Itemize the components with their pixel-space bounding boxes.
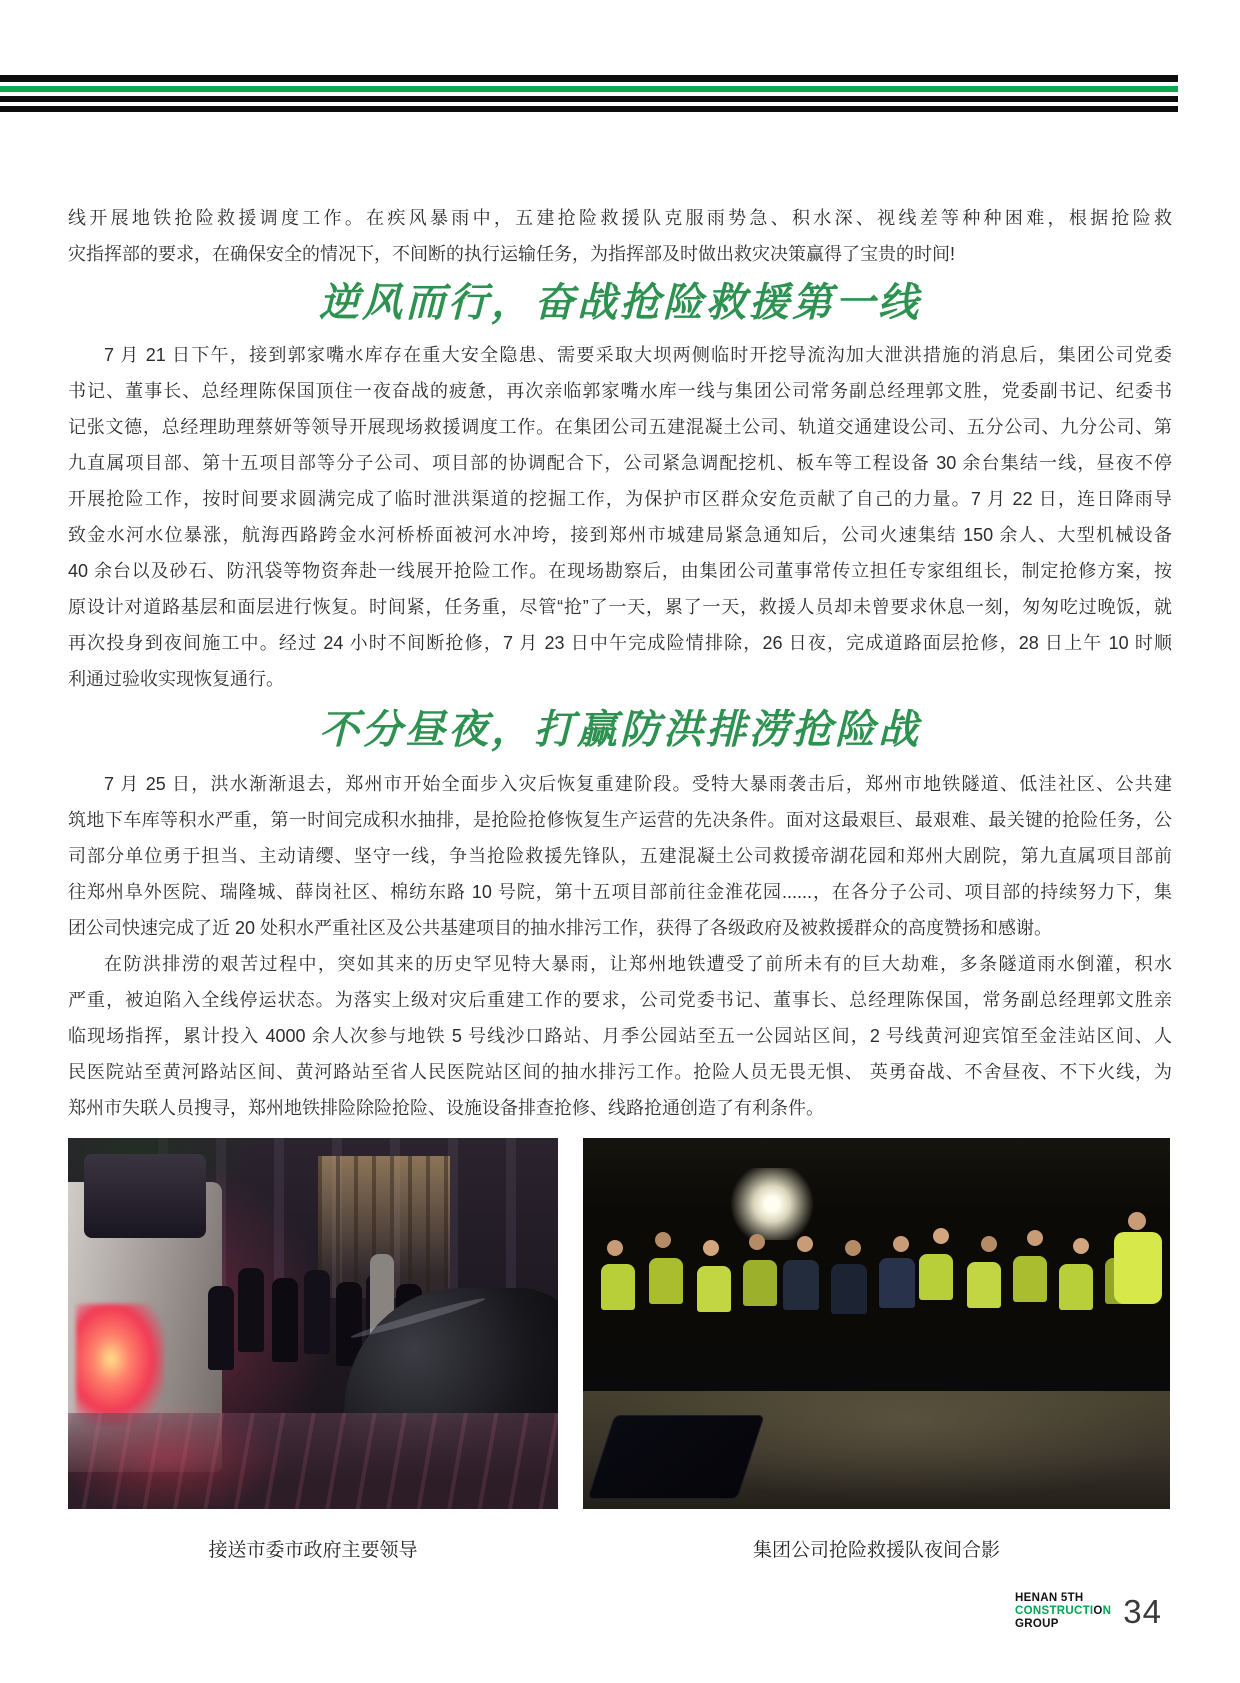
paragraph-metro-recovery	[68, 946, 1172, 1126]
text-line: 筑地下车库等积水严重，第一时间完成积水抽排，是抢险抢修恢复生产运营的先决条件。面对这最艰巨、最艰难、最关键的抢险任务，公	[68, 810, 1172, 830]
text-line: 开展抢险工作，按时间要求圆满完成了临时泄洪渠道的挖掘工作，为保护市区群众安危贡献了自己的力量。7 月 22 日，连日降雨导	[68, 489, 1172, 509]
equipment-case-shape	[587, 1415, 764, 1499]
text-line: 7 月 21 日下午，接到郭家嘴水库存在重大安全隐患、需要采取大坝两侧临时开挖导流沟加大泄洪措施的消息后，集团公司党委	[104, 345, 1172, 365]
article-content	[68, 0, 1172, 1562]
people-silhouettes	[238, 1268, 264, 1352]
dark-shirts-shapes	[783, 1260, 819, 1310]
text-line: 原设计对道路基层和面层进行恢复。时间紧，任务重，尽管“抢”了一天，累了一天，救援人员却未曾要求休息一刻，匆匆吃过晚饭，就	[68, 597, 1172, 617]
text-line: 民医院站至黄河路站区间、黄河路站至省人民医院站区间的抽水排污工作。抢险人员无畏无惧、 英勇奋战、不舍昼夜、不下火线，为	[68, 1062, 1172, 1082]
text-line: 在防洪排涝的艰苦过程中，突如其来的历史罕见特大暴雨，让郑州地铁遭受了前所未有的巨大劫难，多条隧道雨水倒灌，积水	[104, 954, 1172, 974]
logo-line-1: HENAN 5TH	[1015, 1592, 1084, 1604]
vest-right-shape	[1114, 1232, 1162, 1304]
head-right-shape	[1128, 1212, 1146, 1230]
paragraph-flood-drainage	[68, 766, 1172, 946]
text-line: 严重，被迫陷入全线停运状态。为落实上级对灾后重建工作的要求，公司党委书记、董事长、总经理陈保国，常务副总经理郭文胜亲	[68, 990, 1172, 1010]
bus-window-shape	[84, 1154, 206, 1238]
photo-rescue-team-group	[583, 1138, 1170, 1509]
paragraph-intro-continuation	[68, 200, 1172, 272]
text-line: 致金水河水位暴涨，航海西路跨金水河桥桥面被河水冲垮，接到郑州市城建局紧急通知后，公司火速集结 150 余人、大型机械设备	[68, 525, 1172, 545]
caption-right: 集团公司抢险救援队夜间合影	[752, 1540, 1000, 1561]
logo-line-2: CONSTRUCTION	[1015, 1605, 1112, 1617]
text-line: 40 余台以及砂石、防汛袋等物资奔赴一线展开抢险工作。在现场勘察后，由集团公司董事常传立担任专家组组长，制定抢修方案，按	[68, 561, 1172, 581]
floor-red-reflection	[68, 1399, 288, 1509]
photo-night-bus-scene	[68, 1138, 558, 1509]
text-line: 灾指挥部的要求，在确保安全的情况下，不间断的执行运输任务，为指挥部及时做出救灾决策赢得了宝贵的时间!	[68, 244, 955, 264]
text-line: 记张文德，总经理助理蔡妍等领导开展现场救援调度工作。在集团公司五建混凝土公司、轨道交通建设公司、五分公司、九分公司、第	[68, 417, 1172, 437]
text-line: 郑州市失联人员搜寻，郑州地铁排险除险抢险、设施设备排查抢修、线路抢通创造了有利条件。	[68, 1098, 824, 1118]
work-light-glow	[724, 1168, 820, 1240]
text-line: 书记、董事长、总经理陈保国顶住一夜奋战的疲惫，再次亲临郭家嘴水库一线与集团公司常务副总经理郭文胜，党委副书记、纪委书	[68, 381, 1172, 401]
company-logo	[1015, 1592, 1111, 1631]
photo-row	[68, 1138, 1172, 1509]
section-heading-1: 逆风而行，奋战抢险救援第一线	[319, 279, 921, 326]
text-line: 利通过验收实现恢复通行。	[68, 669, 284, 689]
text-line: 7 月 25 日，洪水渐渐退去，郑州市开始全面步入灾后恢复重建阶段。受特大暴雨袭击后，郑州市地铁隧道、低洼社区、公共建	[104, 774, 1172, 794]
text-line: 往郑州阜外医院、瑞隆城、薛岗社区、棉纺东路 10 号院，第十五项目部前往金淮花园......，在各分子公司、项目部的持续努力下，集	[68, 882, 1172, 902]
text-line: 司部分单位勇于担当、主动请缨、坚守一线，争当抢险救援先锋队，五建混凝土公司救援帝湖花园和郑州大剧院，第九直属项目部前	[68, 846, 1172, 866]
text-line: 临现场指挥，累计投入 4000 余人次参与地铁 5 号线沙口路站、月季公园站至五一公园站区间，2 号线黄河迎宾馆至金洼站区间、人	[68, 1026, 1172, 1046]
page-footer	[1015, 1592, 1162, 1631]
paragraph-rescue-guojiazui	[68, 337, 1172, 697]
crew-heads-shapes	[607, 1240, 623, 1256]
text-line: 团公司快速完成了近 20 处积水严重社区及公共基建项目的抽水排污工作，获得了各级政府及被救援群众的高度赞扬和感谢。	[68, 918, 1053, 938]
hiviz-vests-shapes	[601, 1264, 635, 1310]
text-line: 线开展地铁抢险救援调度工作。在疾风暴雨中，五建抢险救援队克服雨势急、积水深、视线差等种种困难，根据抢险救	[68, 208, 1172, 228]
section-heading-2: 不分昼夜，打赢防洪排涝抢险战	[319, 706, 921, 753]
photo-captions	[68, 1535, 1172, 1562]
text-line: 再次投身到夜间施工中。经过 24 小时不间断抢修，7 月 23 日中午完成险情排除，26 日夜，完成道路面层抢修，28 日上午 10 时顺	[68, 633, 1172, 653]
logo-line-3: GROUP	[1015, 1618, 1059, 1630]
page-number: 34	[1123, 1592, 1162, 1630]
dark-roof-shape	[583, 1138, 1170, 1208]
caption-left: 接送市委市政府主要领导	[208, 1540, 418, 1561]
text-line: 九直属项目部、第十五项目部等分子公司、项目部的协调配合下，公司紧急调配挖机、板车等工程设备 30 余台集结一线，昼夜不停	[68, 453, 1172, 473]
